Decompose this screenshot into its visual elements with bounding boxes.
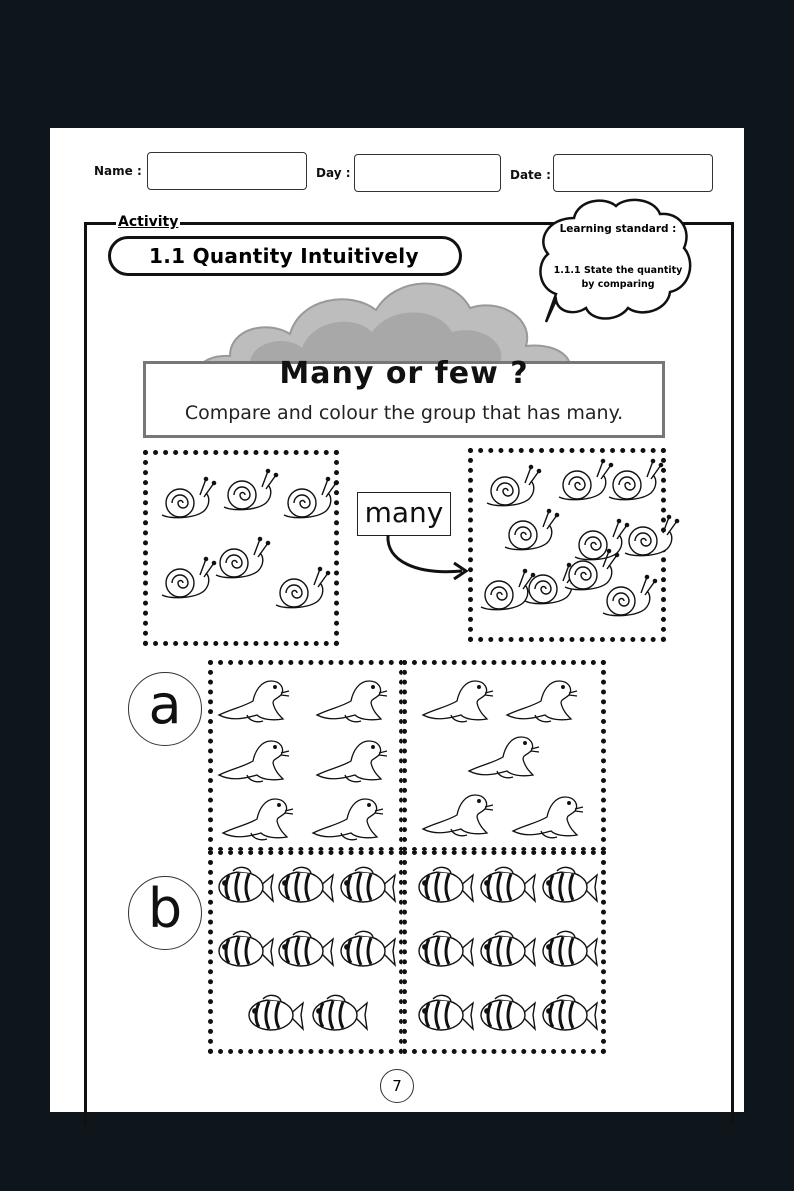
learning-standard-heading: Learning standard :	[559, 223, 677, 235]
many-label: many	[357, 492, 451, 536]
fish-group-left	[213, 855, 399, 1049]
seal-group-right	[407, 665, 601, 847]
question-a-right-group[interactable]	[402, 660, 606, 852]
activity-label: Activity	[118, 214, 179, 230]
example-right-group[interactable]	[468, 448, 666, 642]
day-field[interactable]	[354, 154, 501, 192]
date-label: Date :	[510, 168, 551, 182]
banner-title: Many or few ?	[279, 356, 529, 391]
question-a-marker	[128, 672, 202, 746]
name-label: Name :	[94, 164, 142, 178]
worksheet-page	[50, 128, 744, 1112]
seal-group-left	[213, 665, 399, 847]
question-b-left-group[interactable]	[208, 850, 404, 1054]
question-b-marker	[128, 876, 202, 950]
learning-standard-description: State the quantity by comparing	[581, 265, 683, 290]
fish-group-right	[407, 855, 601, 1049]
learning-standard-code: 1.1.1	[553, 265, 581, 276]
snail-group-many	[473, 453, 661, 637]
example-left-group[interactable]	[143, 450, 339, 646]
name-field[interactable]	[147, 152, 307, 190]
question-b-right-group[interactable]	[402, 850, 606, 1054]
date-field[interactable]	[553, 154, 713, 192]
snail-group-few	[148, 455, 334, 641]
day-label: Day :	[316, 166, 351, 180]
question-b-letter: b	[147, 877, 183, 940]
question-a-letter: a	[148, 673, 182, 736]
activity-title: 1.1 Quantity Intuitively	[149, 244, 419, 268]
banner-instruction: Compare and colour the group that has many.	[184, 402, 624, 424]
page-number: 7	[380, 1069, 414, 1103]
curved-arrow-icon	[380, 533, 475, 583]
instruction-banner	[143, 356, 665, 438]
question-a-left-group[interactable]	[208, 660, 404, 852]
